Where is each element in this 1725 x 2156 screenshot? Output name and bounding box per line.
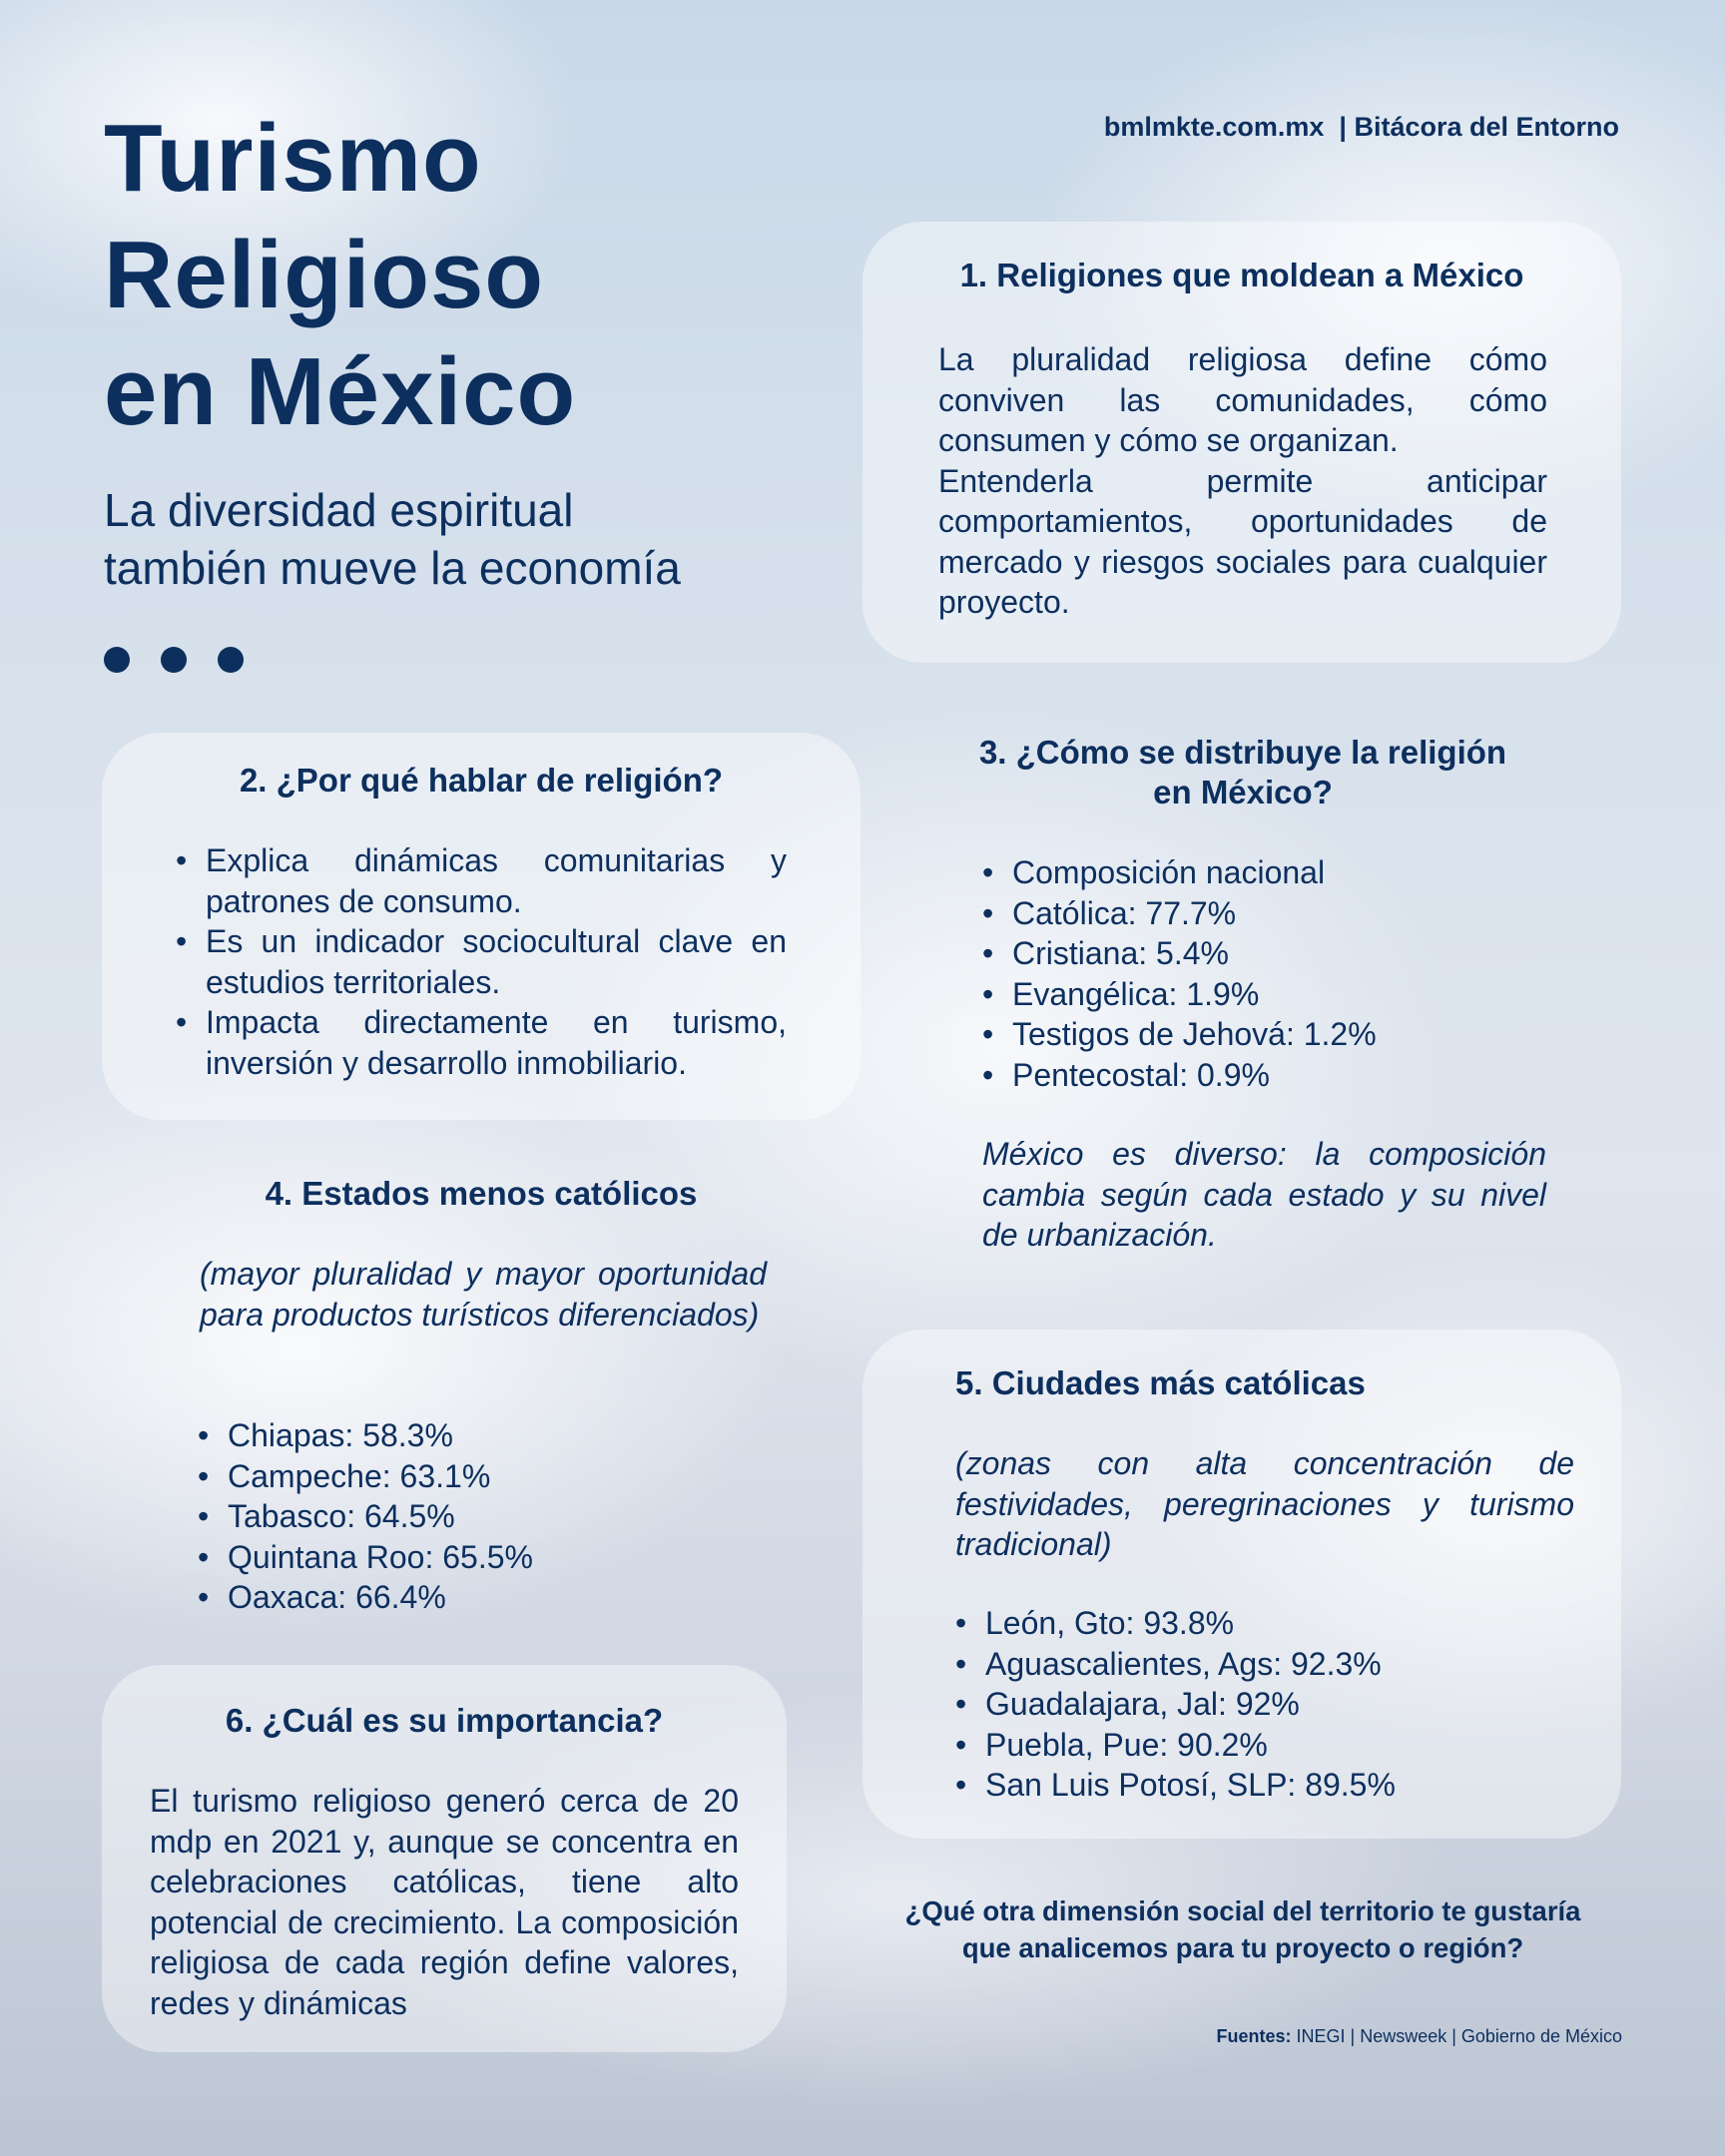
list-item: • Puebla, Pue: 90.2% xyxy=(955,1725,1574,1766)
list-item: • Evangélica: 1.9% xyxy=(982,974,1541,1015)
section5-note: (zonas con alta concentración de festividades, peregrinaciones y turismo tradicional) xyxy=(955,1445,1574,1562)
question-line-1: ¿Qué otra dimensión social del territorio te gustaría xyxy=(904,1895,1581,1926)
section2-heading: 2. ¿Por qué hablar de religión? xyxy=(239,762,724,799)
card-religions xyxy=(862,222,1621,663)
list-item: • Pentecostal: 0.9% xyxy=(982,1055,1541,1096)
sources xyxy=(1098,2026,1622,2047)
section1-heading: 1. Religiones que moldean a México xyxy=(959,257,1524,293)
list-item: • León, Gto: 93.8% xyxy=(955,1603,1574,1644)
list-item: • San Luis Potosí, SLP: 89.5% xyxy=(955,1765,1574,1806)
list-item: • Quintana Roo: 65.5% xyxy=(198,1537,757,1578)
sources-text: INEGI | Newsweek | Gobierno de México xyxy=(1291,2026,1622,2046)
card-why-religion xyxy=(102,733,861,1120)
section1-body: La pluralidad religiosa define cómo conviven las comunidades, cómo consumen y cómo se organizan. xyxy=(938,341,1547,458)
section3-list xyxy=(982,852,1541,1095)
list-item: • Cristiana: 5.4% xyxy=(982,933,1541,974)
dot-icon xyxy=(161,647,187,673)
section3-heading xyxy=(868,733,1617,812)
subtitle-line-2: también mueve la economía xyxy=(104,542,681,594)
list-item: • Impacta directamente en turismo, inversión y desarrollo inmobiliario. xyxy=(176,1002,787,1083)
list-item: • Tabasco: 64.5% xyxy=(198,1496,757,1537)
subtitle xyxy=(104,481,803,597)
list-item: • Es un indicador sociocultural clave en estudios territoriales. xyxy=(176,921,787,1002)
section4-heading: 4. Estados menos católicos xyxy=(265,1175,698,1212)
dot-icon xyxy=(104,647,130,673)
closing-question xyxy=(868,1892,1617,1966)
question-line-2: que analicemos para tu proyecto o región? xyxy=(961,1932,1524,1963)
section3-heading-line-2: en México? xyxy=(1153,774,1333,810)
card-importance xyxy=(102,1665,787,2052)
list-item: • Testigos de Jehová: 1.2% xyxy=(982,1014,1541,1055)
list-item: • Católica: 77.7% xyxy=(982,893,1541,934)
section4-list xyxy=(198,1415,757,1618)
list-item: • Campeche: 63.1% xyxy=(198,1456,757,1497)
title-line-3: en México xyxy=(104,338,577,445)
sources-label: Fuentes: xyxy=(1216,2026,1292,2046)
section5-list xyxy=(955,1603,1574,1806)
dot-icon xyxy=(218,647,244,673)
title-line-2: Religioso xyxy=(104,222,545,328)
list-item: • Chiapas: 58.3% xyxy=(198,1415,757,1456)
section6-heading: 6. ¿Cuál es su importancia? xyxy=(225,1702,664,1739)
section6-body: El turismo religioso generó cerca de 20 mdp en 2021 y, aunque se concentra en celebraciones católicas, tiene alto potencial de crecimiento. La composición religiosa de cada región define valores, redes y dinámicas xyxy=(150,1783,739,2021)
section3-heading-line-1: 3. ¿Cómo se distribuye la religión xyxy=(978,734,1507,771)
section1-body-2: Entenderla permite anticipar comportamientos, oportunidades de mercado y riesgos sociales para cualquier proyecto. xyxy=(938,462,1547,620)
section3-note: México es diverso: la composición cambia según cada estado y su nivel de urbanización. xyxy=(982,1136,1546,1253)
title-line-1: Turismo xyxy=(104,105,482,212)
list-item: • Guadalajara, Jal: 92% xyxy=(955,1684,1574,1725)
list-item: • Aguascalientes, Ags: 92.3% xyxy=(955,1644,1574,1685)
source-header: bmlmkte.com.mx | Bitácora del Entorno xyxy=(1103,112,1619,142)
list-item: • Oaxaca: 66.4% xyxy=(198,1577,757,1618)
page-title xyxy=(104,100,576,450)
section2-list xyxy=(176,840,787,1083)
list-item: • Composición nacional xyxy=(982,852,1541,893)
card-most-catholic-cities xyxy=(862,1330,1621,1839)
section5-heading: 5. Ciudades más católicas xyxy=(955,1364,1366,1401)
subtitle-line-1: La diversidad espiritual xyxy=(104,484,574,536)
list-item: • Explica dinámicas comunitarias y patrones de consumo. xyxy=(176,840,787,921)
section4-note: (mayor pluralidad y mayor oportunidad para productos turísticos diferenciados) xyxy=(200,1256,767,1333)
decorative-dots xyxy=(104,647,244,673)
